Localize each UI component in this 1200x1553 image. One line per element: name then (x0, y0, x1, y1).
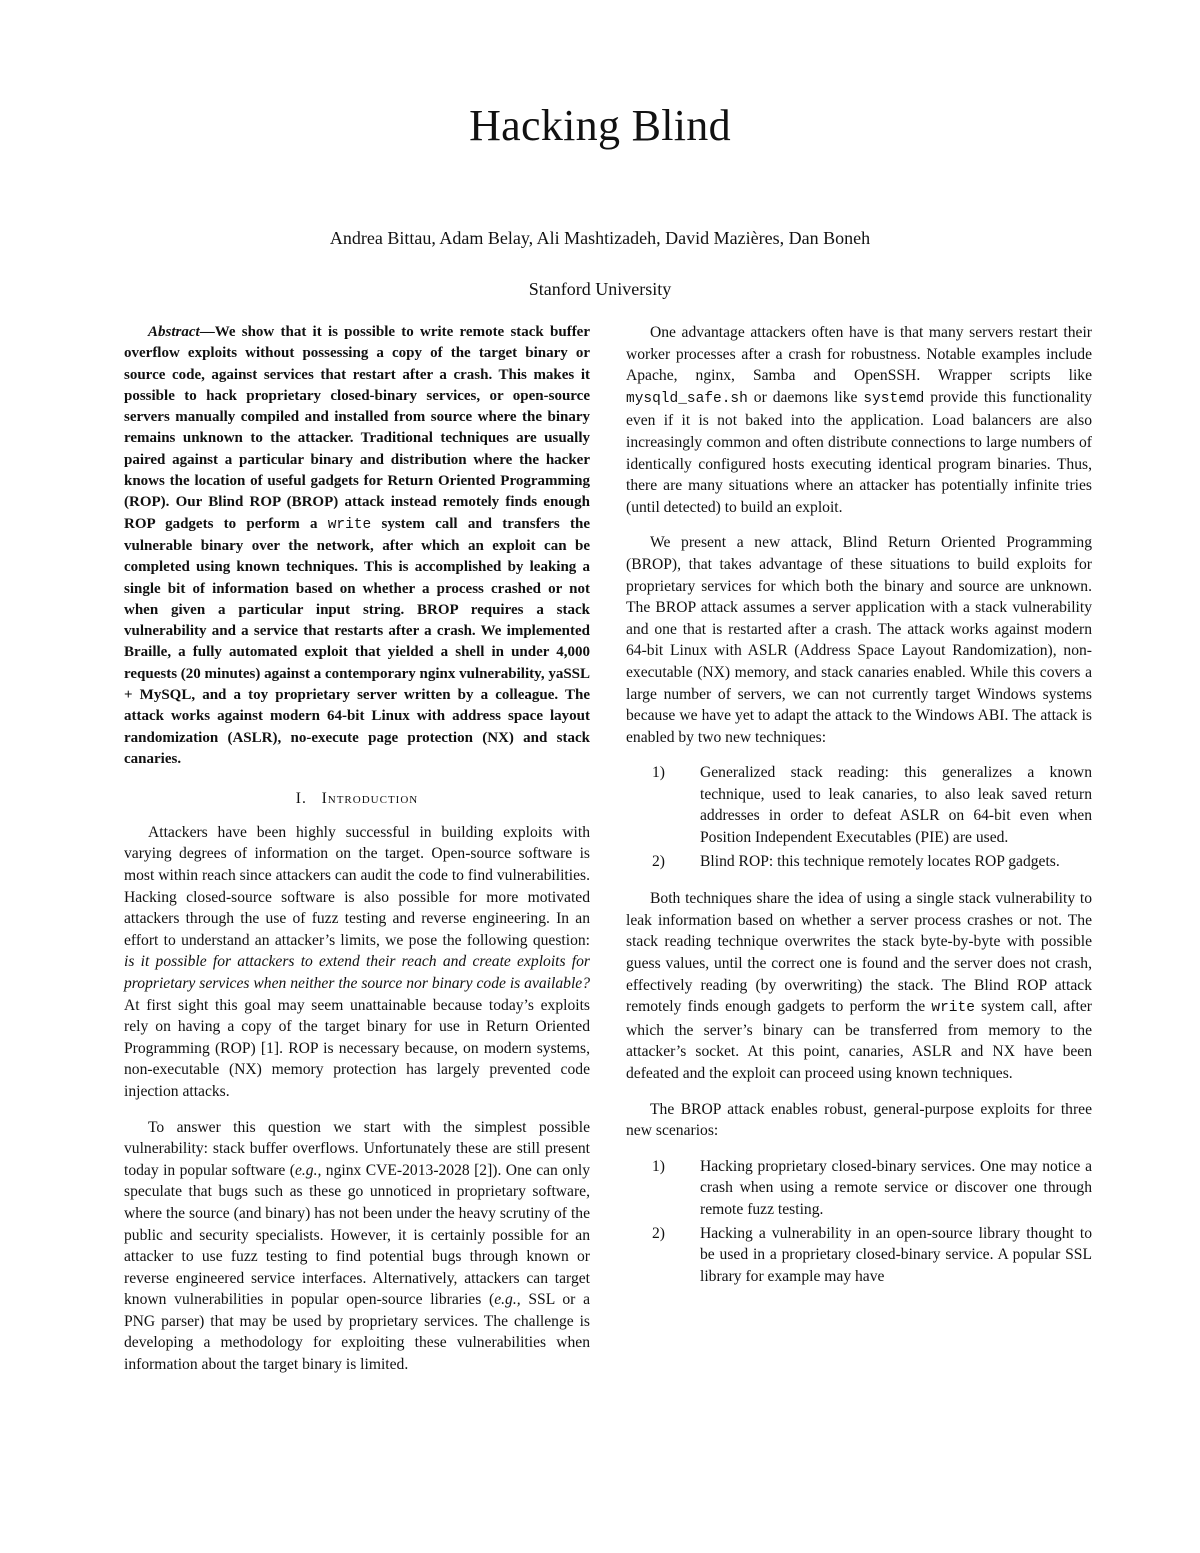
section-number: I. (295, 790, 307, 808)
text-run: At first sight this goal may seem unattainable because today’s exploits rely on having a copy of the target binary for use in Return Oriented Programming (ROP) [1]. ROP is necessary because, on modern systems, non-executable (NX) memory protection has largely prevented code injection attacks. (124, 996, 590, 1100)
intro-paragraph-3 (626, 322, 1092, 518)
text-run: system call, after which the server’s binary can be transferred from memory to the attacker’s socket. At this point, canaries, ASLR and NX have been defeated and the exploit can proceed using known techniques. (626, 998, 1092, 1082)
code-mysqld-safe: mysqld_safe.sh (626, 390, 748, 407)
abstract-text-1: —We show that it is possible to write remote stack buffer overflow exploits without possessing a copy of the target binary or source code, against services that restart after a crash. This makes it possible to hack proprietary closed-binary services, or open-source servers manually compiled and installed from source where the binary remains unknown to the attacker. Traditional techniques are usually paired against a particular binary and distribution where the hacker knows the location of useful gadgets for Return Oriented Programming (ROP). Our Blind ROP (BROP) attack instead remotely finds enough ROP gadgets to perform a (124, 324, 590, 532)
list-item (626, 1223, 1092, 1288)
italic-eg: e.g., (494, 1291, 521, 1309)
list-item (626, 851, 1092, 873)
list-text: Hacking a vulnerability in an open-source library thought to be used in a proprietary closed-binary service. A popular SSL library for example may have (700, 1224, 1092, 1285)
text-run: Both techniques share the idea of using a single stack vulnerability to leak information based on whether a server process crashes or not. The stack reading technique overwrites the stack byte-by-byte with possible guess values, until the correct one is found and the server does not crash, effectively reading (by overwriting) the stack. The Blind ROP attack remotely finds enough gadgets to perform the (626, 890, 1092, 1016)
italic-question: is it possible for attackers to extend their reach and create exploits for proprietary services when neither the source nor binary code is available? (124, 953, 590, 992)
list-number: 2) (652, 1224, 665, 1242)
text-run: provide this functionality even if it is not baked into the application. Load balancers are also increasingly common and often distribute connections to large numbers of identically configured hosts executing identical program binaries. Thus, there are many situations where an attacker has potentially infinite tries (until detected) to build an exploit. (626, 388, 1092, 516)
intro-paragraph-4: We present a new attack, Blind Return Oriented Programming (BROP), that takes advantage of these situations to build exploits for proprietary services for which both the binary and source are unknown. The BROP attack assumes a server application with a stack vulnerability and one that is restarted after a crash. The attack works against modern 64-bit Linux with ASLR (Address Space Layout Randomization), non-executable (NX) memory, and stack canaries enabled. While this covers a large number of servers, we can not currently target Windows systems because we have yet to adapt the attack to the Windows ABI. The attack is enabled by two new techniques: (626, 534, 1092, 746)
list-text: Blind ROP: this technique remotely locates ROP gadgets. (700, 852, 1060, 870)
list-item (626, 762, 1092, 848)
section-heading-introduction (124, 788, 590, 810)
abstract-code: write (327, 516, 372, 533)
intro-paragraph-5 (626, 888, 1092, 1084)
left-column (124, 322, 590, 1390)
paper-title: Hacking Blind (469, 101, 731, 150)
author-list: Andrea Bittau, Adam Belay, Ali Mashtizadeh, David Mazières, Dan Boneh (329, 228, 871, 248)
right-column (626, 322, 1092, 1303)
abstract-label: Abstract (148, 324, 200, 340)
intro-paragraph-6: The BROP attack enables robust, general-purpose exploits for three new scenarios: (626, 1100, 1092, 1140)
section-title: Introduction (321, 790, 419, 808)
text-run: SSL or a PNG parser) that may be used by proprietary services. The challenge is developing a methodology for exploiting these vulnerabilities when information about the target binary is limited. (124, 1291, 590, 1374)
code-systemd: systemd (863, 390, 925, 407)
abstract (124, 322, 590, 770)
text-run: Attackers have been highly successful in building exploits with varying degrees of information on the target. Open-source software is most within reach since attackers can audit the code to find vulnerabilities. Hacking closed-source software is also possible for more motivated attackers through the use of fuzz testing and reverse engineering. In an effort to understand an attacker’s limits, we pose the following question: (124, 823, 590, 949)
text-run: One advantage attackers often have is that many servers restart their worker processes after a crash for robustness. Notable examples include Apache, nginx, Samba and OpenSSH. Wrapper scripts like (626, 324, 1092, 385)
code-write: write (931, 1000, 975, 1017)
list-item (626, 1156, 1092, 1221)
text-run: nginx CVE-2013-2028 [2]). One can only speculate that bugs such as these go unnoticed in proprietary software, where the source (and binary) has not been under the heavy scrutiny of the public and security specialists. However, it is certainly possible for an attacker to use fuzz testing to find potential bugs through known or reverse engineered service interfaces. Alternatively, attackers can target known vulnerabilities in popular open-source libraries ( (124, 1161, 590, 1309)
scenario-list (626, 1156, 1092, 1288)
text-run: or daemons like (747, 388, 864, 406)
technique-list (626, 762, 1092, 872)
text-run: To answer this question we start with the simplest possible vulnerability: stack buffer overflows. Unfortunately these are still present today in popular software ( (124, 1118, 590, 1179)
list-text: Hacking proprietary closed-binary services. One may notice a crash when using a remote service or discover one through remote fuzz testing. (700, 1157, 1092, 1218)
list-number: 1) (652, 1157, 665, 1175)
intro-paragraph-2 (124, 1117, 590, 1376)
affiliation: Stanford University (528, 279, 672, 299)
italic-eg: e.g., (294, 1161, 322, 1179)
intro-paragraph-1 (124, 822, 590, 1103)
list-number: 1) (652, 764, 665, 782)
list-text: Generalized stack reading: this generalizes a known technique, used to leak canaries, to also leak saved return addresses in order to defeat ASLR on 64-bit even when Position Independent Executables (PIE) are used. (700, 764, 1092, 847)
abstract-text-2: system call and transfers the vulnerable binary over the network, after which an exploit can be completed using known techniques. This is accomplished by leaking a single bit of information based on whether a process crashed or not when given a particular input string. BROP requires a stack vulnerability and a service that restarts after a crash. We implemented Braille, a fully automated exploit that yielded a shell in under 4,000 requests (20 minutes) against a contemporary nginx vulnerability, yaSSL + MySQL, and a toy proprietary server written by a colleague. The attack works against modern 64-bit Linux with address space layout randomization (ASLR), no-execute page protection (NX) and stack canaries. (124, 515, 591, 767)
list-number: 2) (652, 852, 665, 870)
